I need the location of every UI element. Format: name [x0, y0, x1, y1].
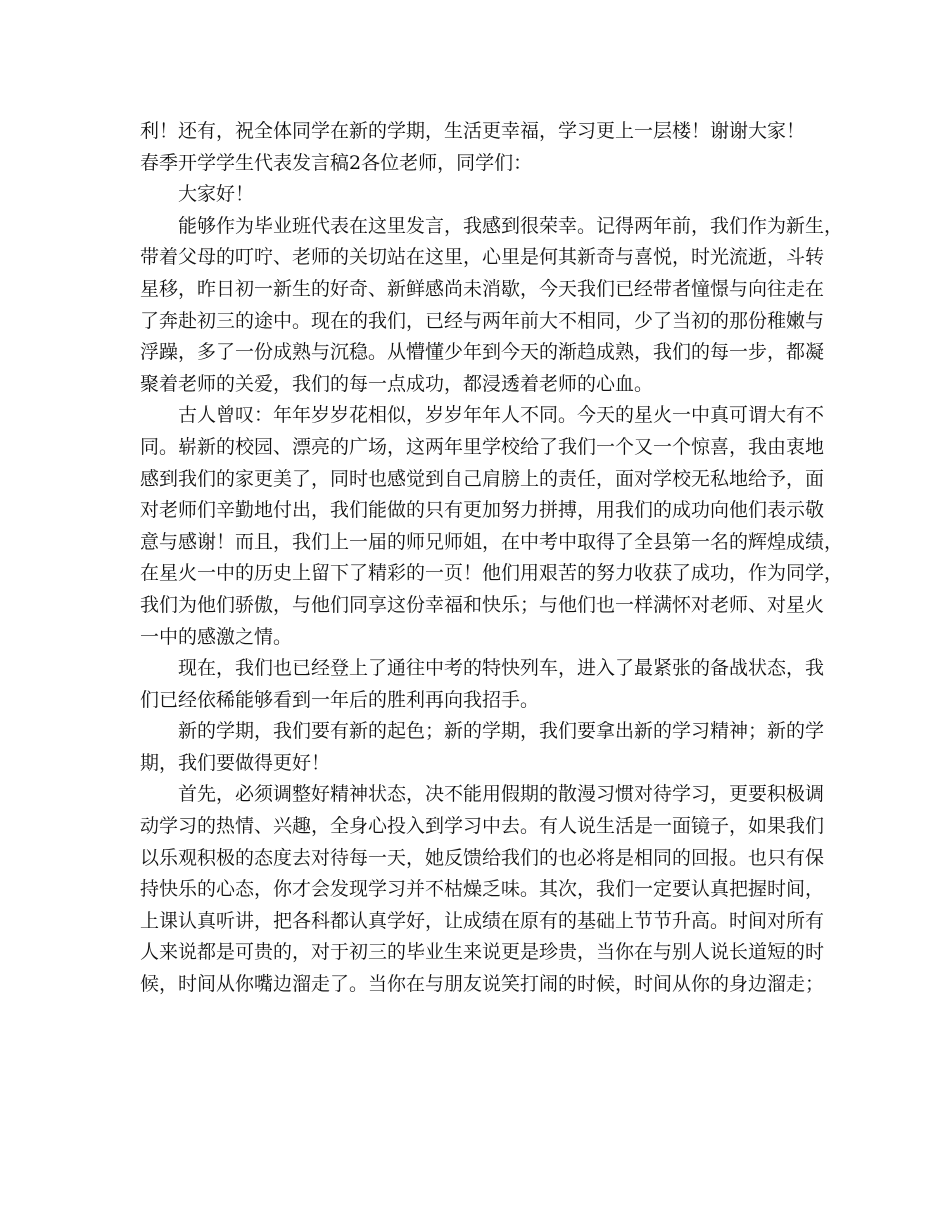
text-line: 持快乐的心态，你才会发现学习并不枯燥乏味。其次，我们一定要认真把握时间，	[140, 878, 825, 901]
text-line: 感到我们的家更美了，同时也感觉到自己肩膀上的责任，面对学校无私地给予，面	[140, 467, 825, 490]
text-line: 星移，昨日初一新生的好奇、新鲜感尚未消歇，今天我们已经带者憧憬与向往走在	[140, 277, 825, 300]
text-line: 利！还有，祝全体同学在新的学期，生活更幸福，学习更上一层楼！谢谢大家！	[140, 120, 806, 142]
text-line: 古人曾叹：年年岁岁花相似，岁岁年年人不同。今天的星火一中真可谓大有不	[178, 404, 825, 427]
text-line: 浮躁，多了一份成熟与沉稳。从懵懂少年到今天的渐趋成熟，我们的每一步，都凝	[140, 341, 825, 364]
text-line: 意与感谢！而且，我们上一届的师兄师姐，在中考中取得了全县第一名的辉煌成绩，	[140, 530, 844, 553]
text-line: 对老师们辛勤地付出，我们能做的只有更加努力拼搏，用我们的成功向他们表示敬	[140, 499, 825, 522]
text-line: 期，我们要做得更好！	[140, 751, 331, 774]
text-line: 了奔赴初三的途中。现在的我们，已经与两年前大不相同，少了当初的那份稚嫩与	[140, 309, 825, 332]
text-line: 我们为他们骄傲，与他们同享这份幸福和快乐；与他们也一样满怀对老师、对星火	[140, 593, 825, 616]
text-line: 在星火一中的历史上留下了精彩的一页！他们用艰苦的努力收获了成功，作为同学，	[140, 562, 844, 585]
text-line: 新的学期，我们要有新的起色；新的学期，我们要拿出新的学习精神；新的学	[178, 720, 825, 743]
text-line: 人来说都是可贵的，对于初三的毕业生来说更是珍贵，当你在与别人说长道短的时	[140, 941, 825, 964]
text-line: 一中的感激之情。	[140, 625, 293, 648]
text-line: 聚着老师的关爱，我们的每一点成功，都浸透着老师的心血。	[140, 372, 654, 395]
text-line: 们已经依稀能够看到一年后的胜利再向我招手。	[140, 688, 540, 711]
text-line: 带着父母的叮咛、老师的关切站在这里，心里是何其新奇与喜悦，时光流逝，斗转	[140, 246, 825, 269]
text-line: 以乐观积极的态度去对待每一天，她反馈给我们的也必将是相同的回报。也只有保	[140, 846, 825, 869]
document-body	[140, 116, 844, 1001]
text-line: 同。崭新的校园、漂亮的广场，这两年里学校给了我们一个又一个惊喜，我由衷地	[140, 435, 825, 458]
text-line: 上课认真听讲，把各科都认真学好，让成绩在原有的基础上节节升高。时间对所有	[140, 909, 825, 932]
text-line: 能够作为毕业班代表在这里发言，我感到很荣幸。记得两年前，我们作为新生，	[178, 214, 844, 237]
text-line: 动学习的热情、兴趣，全身心投入到学习中去。有人说生活是一面镜子，如果我们	[140, 815, 825, 838]
text-line: 大家好！	[178, 183, 255, 206]
text-line: 春季开学学生代表发言稿2各位老师，同学们：	[140, 151, 533, 174]
text-line: 候，时间从你嘴边溜走了。当你在与朋友说笑打闹的时候，时间从你的身边溜走；	[140, 973, 825, 996]
text-line: 现在，我们也已经登上了通往中考的特快列车，进入了最紧张的备战状态，我	[178, 657, 825, 680]
text-line: 首先，必须调整好精神状态，决不能用假期的散漫习惯对待学习，更要积极调	[178, 783, 825, 806]
